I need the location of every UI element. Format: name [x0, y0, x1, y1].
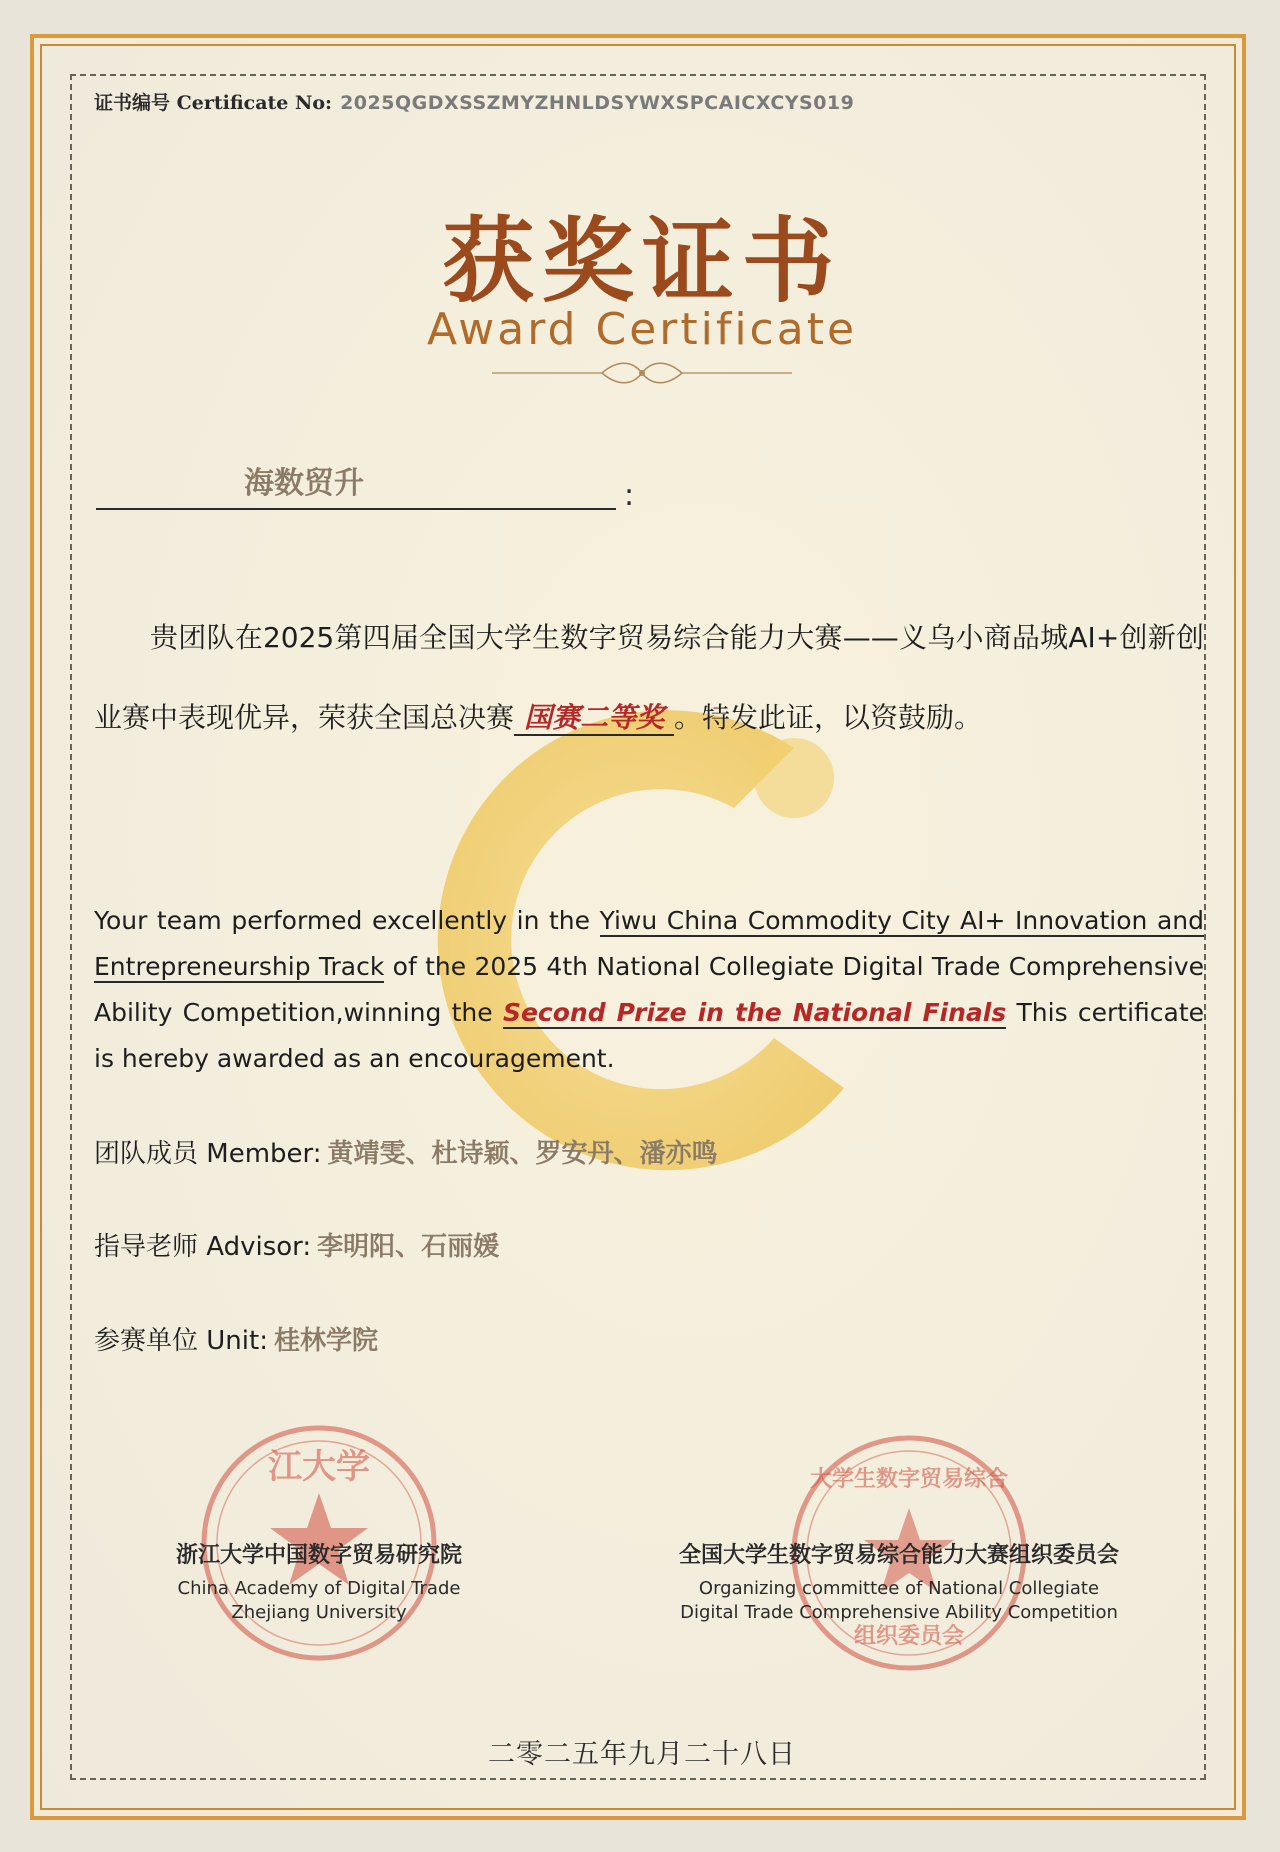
advisor-label: 指导老师 Advisor:: [94, 1232, 312, 1262]
svg-text:大学生数字贸易综合: 大学生数字贸易综合: [809, 1466, 1009, 1492]
advisor-row: [94, 1226, 499, 1263]
body-en-text-3: This certificate is hereby awarded as an encouragement.: [94, 998, 1205, 1073]
body-en-track: Yiwu China Commodity City AI+ Innovation and Entrepreneurship Track: [94, 906, 1204, 981]
recipient-name: 海数贸升: [244, 466, 364, 501]
body-cn-text-1: 贵团队在2025第四届全国大学生数字贸易综合能力大赛——义乌小商品城AI+创新创业赛中表现优异，荣获全国总决赛: [94, 621, 1204, 734]
members-label: 团队成员 Member:: [94, 1139, 322, 1169]
issuer-right-en-1: Organizing committee of National Collegiate: [698, 1578, 1100, 1599]
unit-row: [94, 1320, 378, 1357]
body-chinese: [94, 598, 1204, 758]
body-cn-text-2: 。特发此证，以资鼓励。: [674, 701, 983, 734]
recipient-underline: [96, 508, 616, 510]
issuer-left-cn: 浙江大学中国数字贸易研究院: [175, 1543, 462, 1568]
body-en-text-2: of the 2025 4th National Collegiate Digital Trade Comprehensive Ability Competition,winning the: [94, 952, 1204, 1027]
svg-text:组织委员会: 组织委员会: [853, 1623, 965, 1649]
certificate-number-value: 2025QGDXSSZMYZHNLDSYWXSPCAICXCYS019: [340, 92, 855, 114]
certificate-number-label: 证书编号 Certificate No:: [94, 92, 333, 114]
issue-date: 二零二五年九月二十八日: [488, 1739, 796, 1770]
unit-value: 桂林学院: [273, 1326, 378, 1356]
recipient-colon: :: [624, 478, 635, 513]
issuer-right: [664, 1538, 1134, 1625]
title-english: Award Certificate: [426, 304, 858, 355]
issuer-right-cn: 全国大学生数字贸易综合能力大赛组织委员会: [678, 1543, 1119, 1568]
body-english: [94, 898, 1204, 1082]
certificate: [30, 34, 1246, 1820]
certificate-number: [94, 88, 854, 115]
issuer-left-en-2: Zhejiang University: [231, 1602, 407, 1623]
issuer-left-en-1: China Academy of Digital Trade: [177, 1578, 461, 1599]
svg-text:江大学: 江大学: [268, 1447, 370, 1487]
body-en-text-1: Your team performed excellently in the: [94, 906, 591, 935]
body-en-prize: Second Prize in the National Finals: [502, 998, 1007, 1027]
issuer-left: [164, 1538, 474, 1625]
members-row: [94, 1133, 718, 1170]
body-cn-prize: 国赛二等奖: [514, 701, 674, 736]
unit-label: 参赛单位 Unit:: [94, 1326, 268, 1356]
issuer-right-en-2: Digital Trade Comprehensive Ability Competition: [680, 1602, 1118, 1623]
title-chinese: 获奖证书: [441, 207, 842, 315]
advisor-value: 李明阳、石丽媛: [317, 1232, 500, 1262]
ornament-divider-icon: [492, 358, 792, 388]
members-value: 黄靖雯、杜诗颖、罗安丹、潘亦鸣: [327, 1139, 718, 1169]
